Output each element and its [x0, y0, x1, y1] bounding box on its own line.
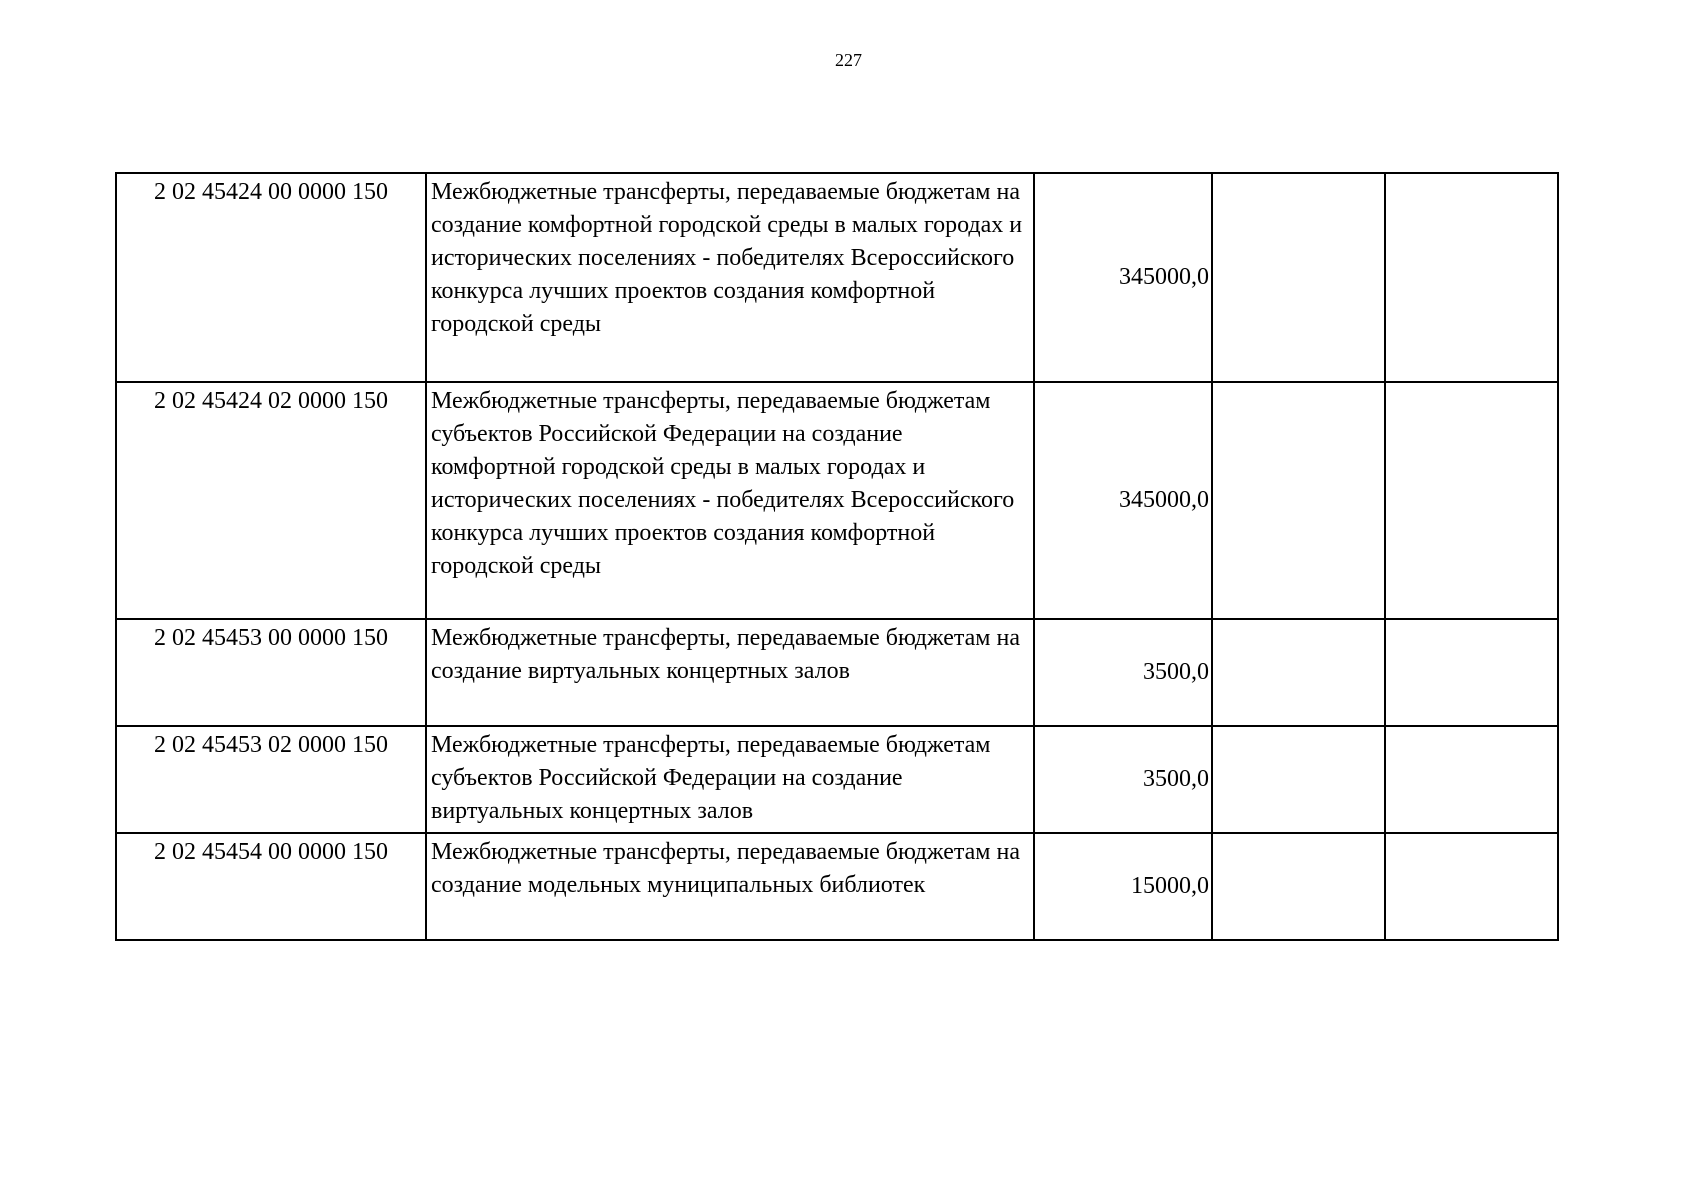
description-cell: Межбюджетные трансферты, передаваемые бюджетам на создание виртуальных концертных залов — [426, 619, 1034, 726]
empty-cell — [1212, 726, 1385, 833]
code-cell: 2 02 45424 02 0000 150 — [116, 382, 426, 619]
amount-cell: 345000,0 — [1034, 382, 1212, 619]
amount-cell: 15000,0 — [1034, 833, 1212, 940]
empty-cell — [1212, 619, 1385, 726]
amount-cell: 3500,0 — [1034, 726, 1212, 833]
description-cell: Межбюджетные трансферты, передаваемые бюджетам субъектов Российской Федерации на создание виртуальных концертных залов — [426, 726, 1034, 833]
table-row — [116, 382, 1558, 619]
empty-cell — [1385, 173, 1558, 382]
budget-table — [115, 172, 1559, 941]
table-row — [116, 619, 1558, 726]
empty-cell — [1212, 833, 1385, 940]
page-number: 227 — [835, 50, 862, 70]
amount-cell: 3500,0 — [1034, 619, 1212, 726]
empty-cell — [1385, 382, 1558, 619]
empty-cell — [1385, 833, 1558, 940]
empty-cell — [1212, 382, 1385, 619]
empty-cell — [1212, 173, 1385, 382]
amount-cell: 345000,0 — [1034, 173, 1212, 382]
empty-cell — [1385, 726, 1558, 833]
table-row — [116, 173, 1558, 382]
table-row — [116, 833, 1558, 940]
code-cell: 2 02 45454 00 0000 150 — [116, 833, 426, 940]
description-cell: Межбюджетные трансферты, передаваемые бюджетам на создание комфортной городской среды в малых городах и исторических поселениях - победителях Всероссийского конкурса лучших проектов создания комфортной городской среды — [426, 173, 1034, 382]
description-cell: Межбюджетные трансферты, передаваемые бюджетам субъектов Российской Федерации на создание комфортной городской среды в малых городах и исторических поселениях - победителях Всероссийского конкурса лучших проектов создания комфортной городской среды — [426, 382, 1034, 619]
description-cell: Межбюджетные трансферты, передаваемые бюджетам на создание модельных муниципальных библиотек — [426, 833, 1034, 940]
table-row — [116, 726, 1558, 833]
code-cell: 2 02 45424 00 0000 150 — [116, 173, 426, 382]
code-cell: 2 02 45453 00 0000 150 — [116, 619, 426, 726]
empty-cell — [1385, 619, 1558, 726]
code-cell: 2 02 45453 02 0000 150 — [116, 726, 426, 833]
